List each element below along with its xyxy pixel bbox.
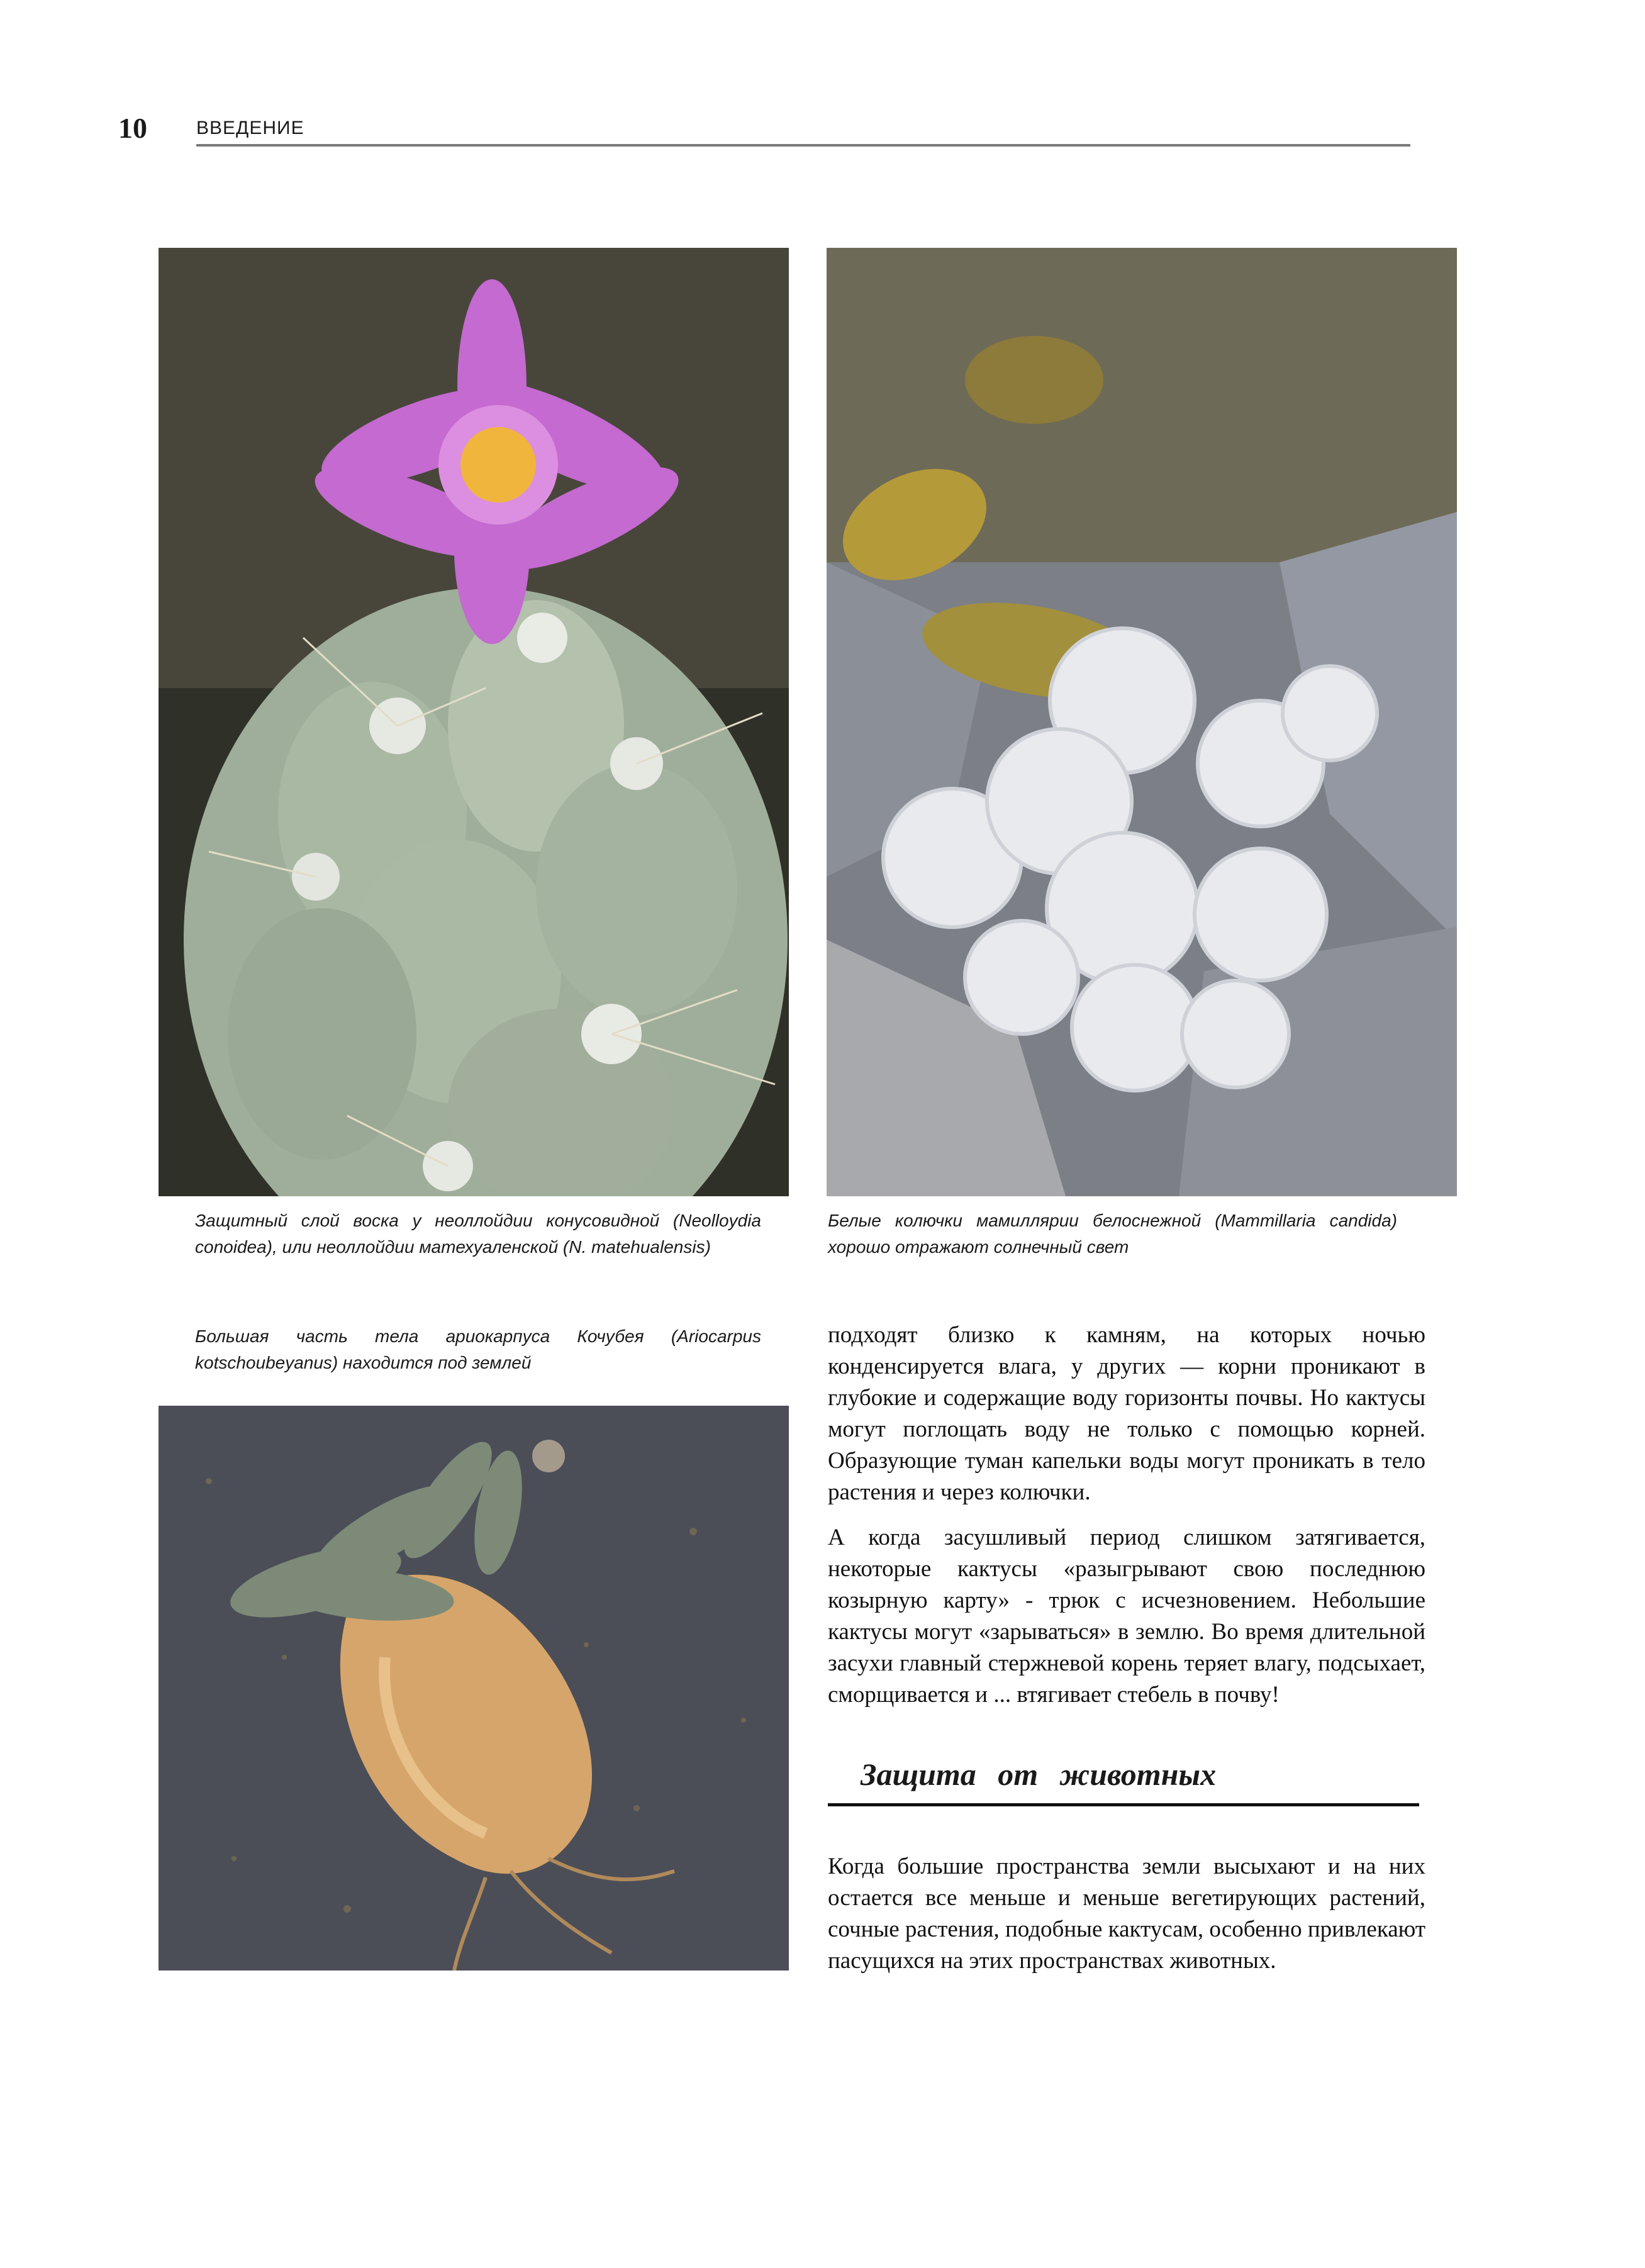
caption-photo-3: Большая часть тела ариокарпуса Кочубея (Ariocarpus kotschoubeyanus) находится под землей bbox=[195, 1326, 761, 1372]
body-paragraph-3: Когда большие пространства земли высыхают и на них остается все меньше и меньше вегетирующих растений, сочные растения, подобные кактусам, особенно привлекают пасущихся на этих пространствах животных. bbox=[828, 1854, 1425, 1974]
caption-photo-1: Защитный слой воска у неоллойдии конусовидной (Neolloydia conoidea), или неоллойдии матехуаленской (N. matehualensis) bbox=[195, 1211, 761, 1257]
page-number: 10 bbox=[118, 112, 147, 144]
photo-mammillaria-candida bbox=[827, 248, 1457, 1196]
photo-ariocarpus-kotschoubeyanus bbox=[159, 1406, 789, 1971]
running-head: ВВЕДЕНИЕ bbox=[196, 118, 304, 138]
body-paragraph-1: подходят близко к камням, на которых ночью конденсируется влага, у других — корни проникают в глубокие и содержащие воду горизонты почвы. Но кактусы могут поглощать воду не только с помощью корней. Образующие туман капельки воды могут проникать в тело растения и через колючки. bbox=[828, 1322, 1425, 1505]
body-paragraph-2: А когда засушливый период слишком затягивается, некоторые кактусы «разыгрывают свою последнюю козырную карту» - трюк с исчезновением. Небольшие кактусы могут «зарываться» в землю. Во время длительной засухи главный стержневой корень теряет влагу, подсыхает, сморщивается и ... втягивает стебель в почву! bbox=[828, 1525, 1425, 1708]
section-heading: Защита от животных bbox=[861, 1757, 1217, 1792]
header-rule bbox=[196, 144, 1410, 147]
section-rule bbox=[828, 1803, 1419, 1806]
photo-neolloydia-cactus bbox=[159, 248, 789, 1196]
caption-photo-2: Белые колючки мамиллярии белоснежной (Mammillaria candida) хорошо отражают солнечный свет bbox=[828, 1211, 1397, 1257]
